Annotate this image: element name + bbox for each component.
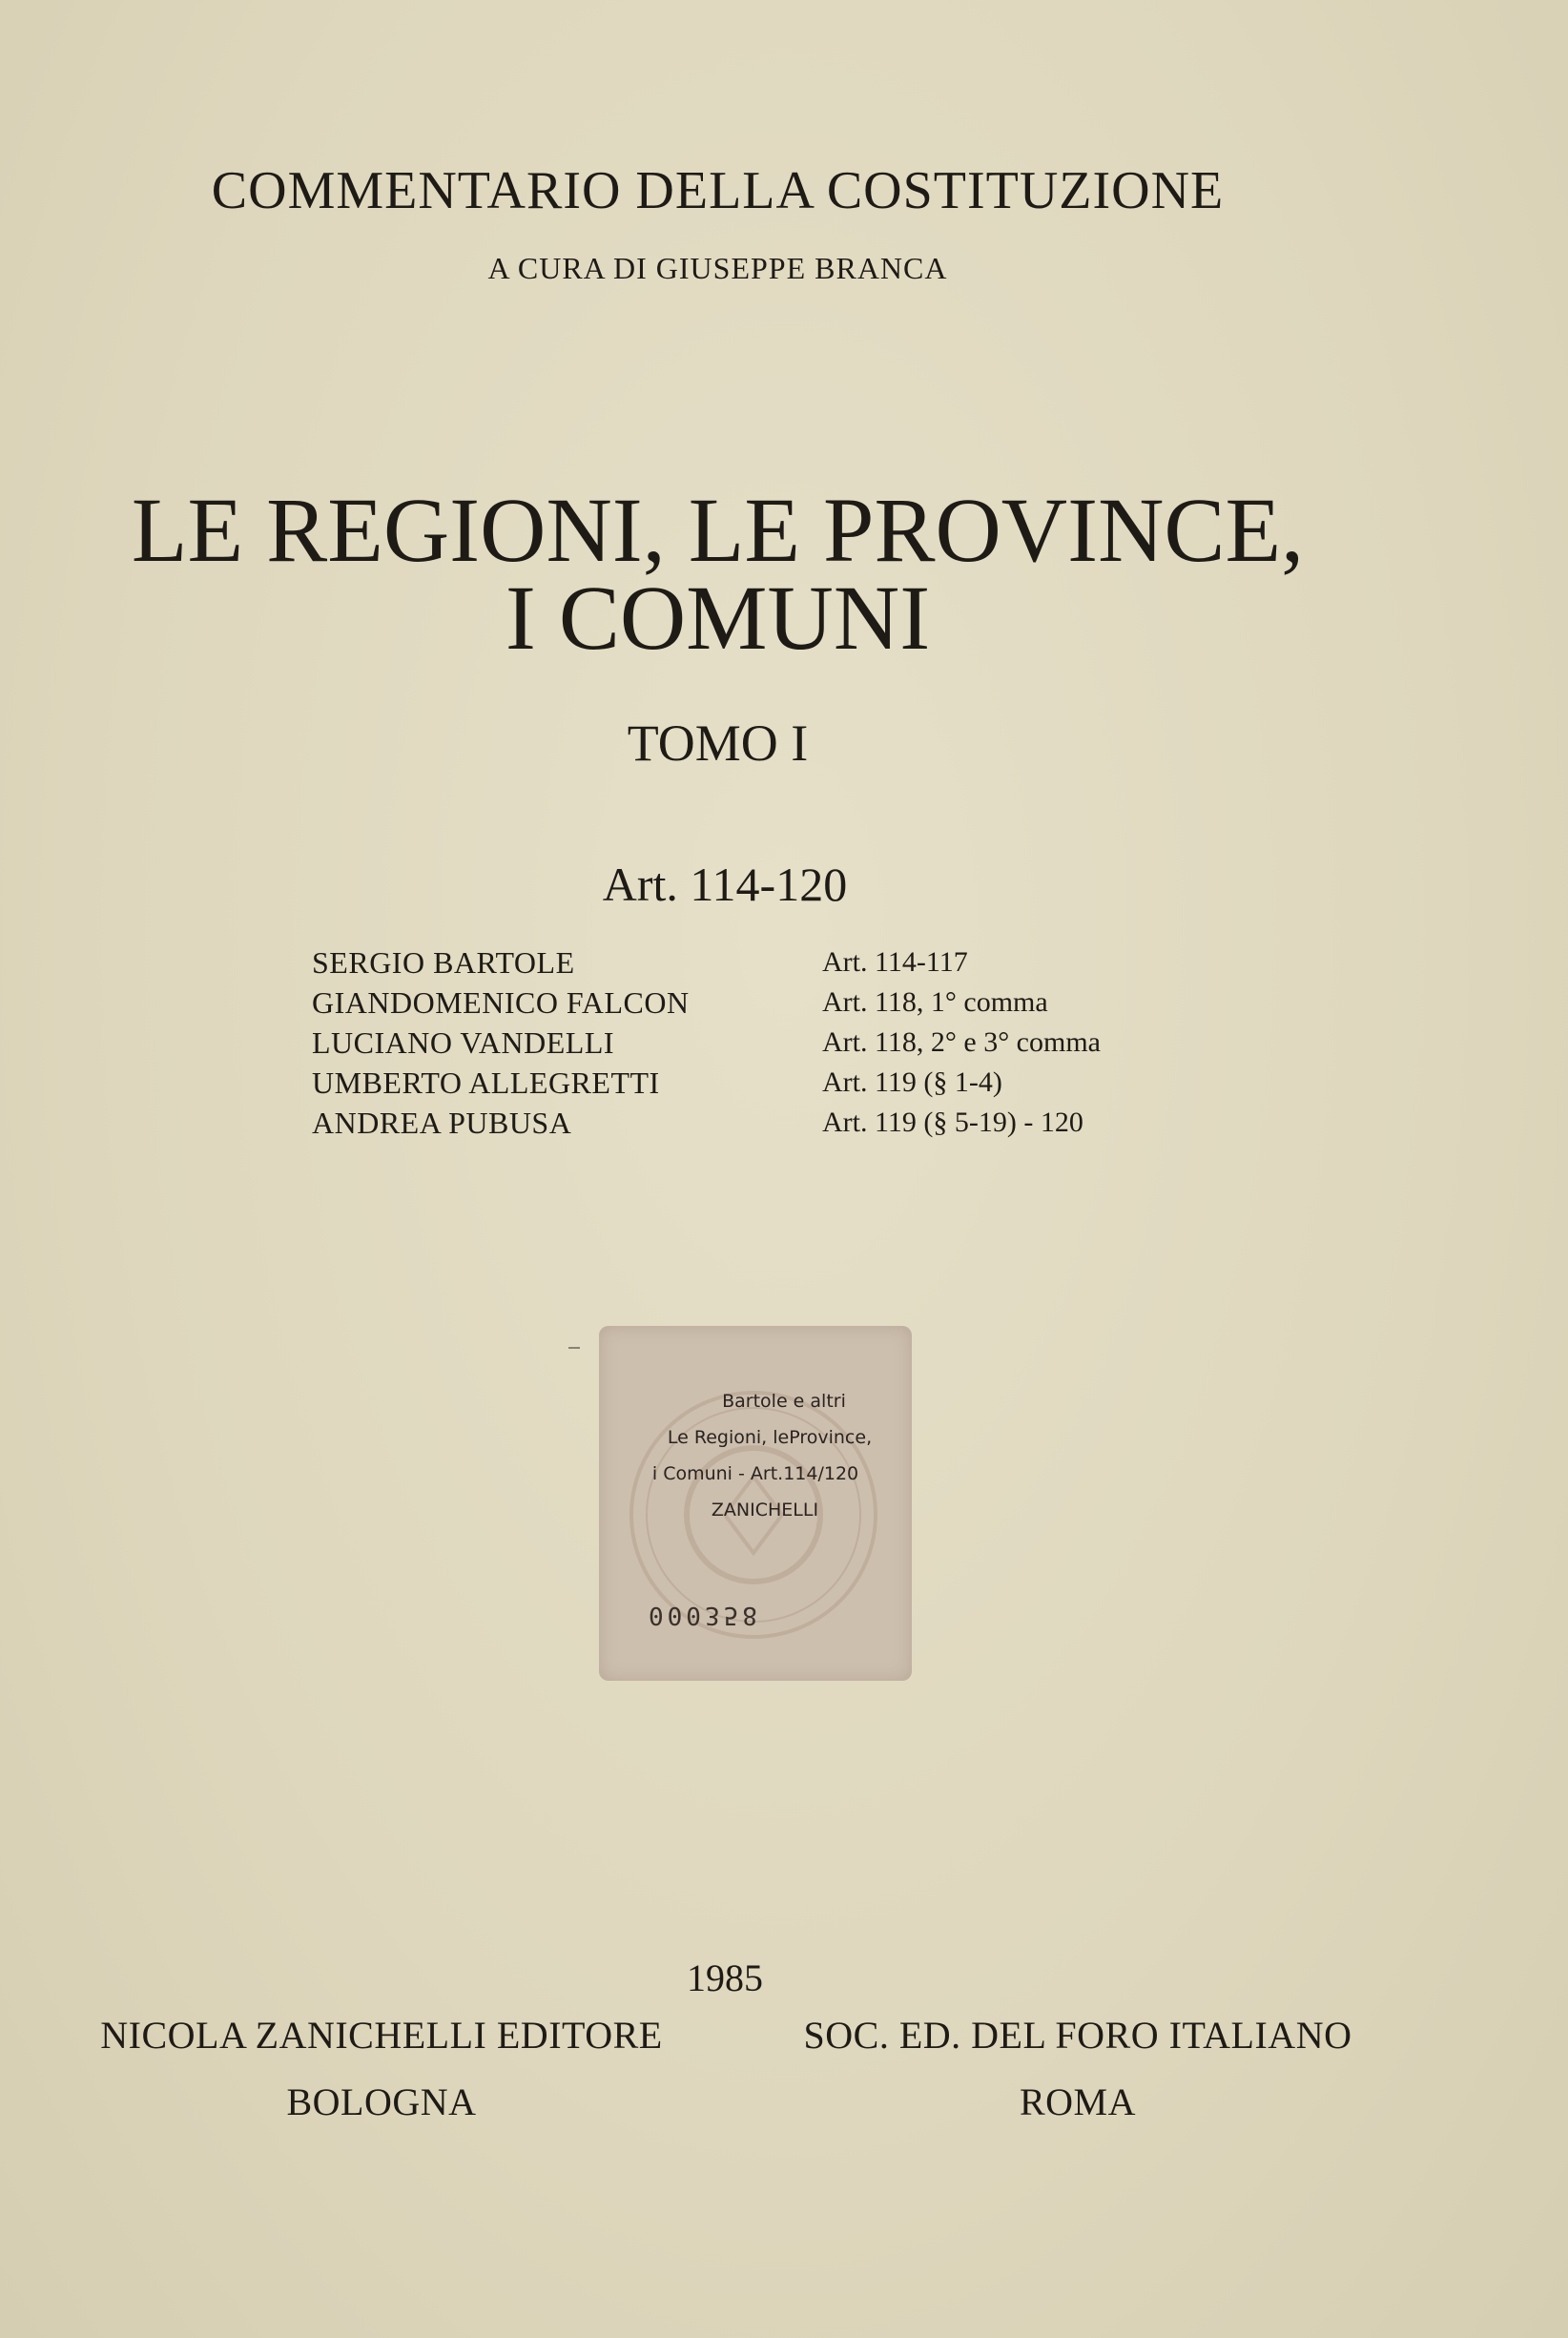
publisher-city: BOLOGNA [286, 2080, 477, 2123]
author-articles: Art. 119 (§ 5-19) - 120 [822, 1107, 1083, 1138]
author-name: GIANDOMENICO FALCON [312, 985, 690, 1020]
author-row [312, 1103, 1266, 1143]
paper-speck [568, 1347, 580, 1349]
author-name: UMBERTO ALLEGRETTI [312, 1066, 660, 1100]
editor-line: A CURA DI GIUSEPPE BRANCA [487, 251, 948, 285]
series-title: COMMENTARIO DELLA COSTITUZIONE [211, 161, 1225, 220]
publisher-name: SOC. ED. DEL FORO ITALIANO [803, 2014, 1352, 2057]
publisher-city: ROMA [1019, 2080, 1137, 2123]
stamp-code: 000358 [649, 1601, 761, 1629]
author-articles: Art. 119 (§ 1-4) [822, 1066, 1002, 1098]
main-title [0, 479, 1435, 669]
author-articles: Art. 114-117 [822, 946, 968, 978]
stamp-line: Le Regioni, leProvince, [667, 1427, 873, 1448]
main-title-line-2: I COMUNI [505, 567, 931, 669]
author-name: LUCIANO VANDELLI [312, 1025, 615, 1060]
author-row [312, 983, 1266, 1023]
stamp-line: i Comuni - Art.114/120 [651, 1463, 859, 1484]
author-row [312, 1023, 1266, 1063]
library-stamp [599, 1326, 912, 1681]
author-list [312, 942, 1266, 1143]
author-row [312, 1063, 1266, 1103]
main-title-line-1: LE REGIONI, LE PROVINCE, [131, 479, 1305, 581]
publication-year: 1985 [687, 1956, 763, 1999]
articles-range: Art. 114-120 [602, 858, 848, 911]
stamp-line: ZANICHELLI [711, 1500, 819, 1521]
author-name: SERGIO BARTOLE [312, 945, 575, 980]
volume-label: TOMO I [627, 714, 809, 772]
stamp-text [599, 1383, 912, 1528]
publisher-name: NICOLA ZANICHELLI EDITORE [100, 2014, 663, 2057]
stamp-line: Bartole e altri [722, 1391, 846, 1412]
author-articles: Art. 118, 1° comma [822, 986, 1048, 1018]
author-row [312, 942, 1266, 983]
author-name: ANDREA PUBUSA [312, 1106, 572, 1140]
author-articles: Art. 118, 2° e 3° comma [822, 1026, 1101, 1058]
